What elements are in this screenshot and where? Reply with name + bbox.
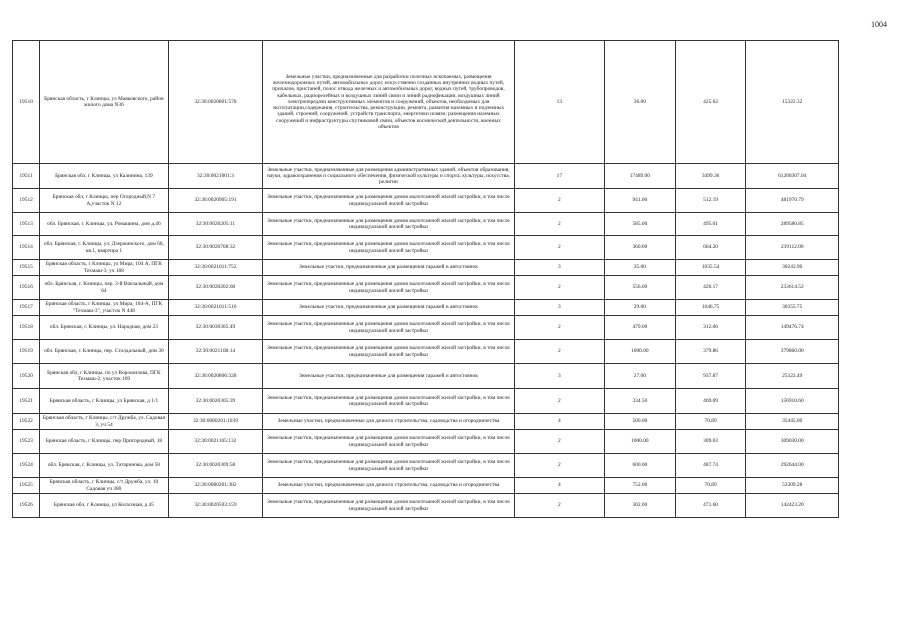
table-row: [13, 300, 839, 316]
address-cell: обл. Брянская, г. Клинцы, ул. Дзержинского, дом 68, кв.1, квартира 1: [40, 236, 168, 260]
group-cell: 3: [514, 260, 604, 276]
area-cell: 35.00: [604, 260, 675, 276]
table-row: [13, 276, 839, 300]
table-row: [13, 454, 839, 478]
row-id: 19514: [13, 236, 40, 260]
table-row: [13, 41, 839, 164]
unit-value-cell: 309.03: [675, 430, 746, 454]
group-cell: 3: [514, 364, 604, 389]
unit-value-cell: 70.89: [675, 414, 746, 430]
area-cell: 36.00: [604, 41, 675, 164]
address-cell: Брянская обл, г Клинцы, ул Колхозная, д 45: [40, 494, 168, 518]
group-cell: 2: [514, 189, 604, 213]
group-cell: 4: [514, 414, 604, 430]
cadastral-number-cell: 32:30:0020503:159: [168, 494, 263, 518]
unit-value-cell: 312.06: [675, 316, 746, 340]
cadastral-number-cell: 32:30:0021011:752: [168, 260, 263, 276]
cadastral-value-cell: 30355.75: [746, 300, 839, 316]
row-id: 19523: [13, 430, 40, 454]
row-id: 19521: [13, 389, 40, 414]
area-cell: 17489.00: [604, 164, 675, 189]
unit-value-cell: 469.09: [675, 389, 746, 414]
cadastral-number-cell: 32:30:0020309:58: [168, 454, 263, 478]
area-cell: 600.00: [604, 454, 675, 478]
row-id: 19511: [13, 164, 40, 189]
address-cell: Брянская обл, г Клинцы, по ул Ворошилова, ПГК Техмаш-2, участок 169: [40, 364, 168, 389]
group-cell: 2: [514, 494, 604, 518]
unit-value-cell: 495.01: [675, 213, 746, 236]
cadastral-value-cell: 35445.00: [746, 414, 839, 430]
cadastral-number-cell: 32:30:0020806:328: [168, 364, 263, 389]
land-use-cell: Земельные участки, предназначенные для размещения домов малоэтажной жилой застройки, в том числе индивидуальной жилой застройки: [263, 316, 514, 340]
row-id: 19510: [13, 41, 40, 164]
cadastral-value-cell: 61200307.04: [746, 164, 839, 189]
table-row: [13, 414, 839, 430]
address-cell: обл. Брянская, г. Клинцы, ул. Народная, дом 23: [40, 316, 168, 340]
unit-value-cell: 937.87: [675, 364, 746, 389]
cadastral-value-cell: 156910.60: [746, 389, 839, 414]
address-cell: Брянская область, г Клинцы, ул Мира, 104 А, ПГК Техмаш-3, уч 188: [40, 260, 168, 276]
unit-value-cell: 3499.36: [675, 164, 746, 189]
address-cell: Брянская область, г Клинцы, ул Брянская, д 1/1: [40, 389, 168, 414]
cadastral-number-cell: 32:30:0080201:1039: [168, 414, 263, 430]
row-id: 19518: [13, 316, 40, 340]
row-id: 19522: [13, 414, 40, 430]
row-id: 19524: [13, 454, 40, 478]
unit-value-cell: 1046.75: [675, 300, 746, 316]
land-use-cell: Земельные участки, предназначенные для размещения гаражей и автостоянок: [263, 364, 514, 389]
group-cell: 4: [514, 478, 604, 494]
group-cell: 13: [514, 41, 604, 164]
area-cell: 1000.00: [604, 430, 675, 454]
cadastral-value-cell: 309030.00: [746, 430, 839, 454]
area-cell: 752.00: [604, 478, 675, 494]
cadastral-value-cell: 292644.00: [746, 454, 839, 478]
address-cell: Брянская область, г Клинцы, с/т Дружба, ул. Садовая 3, уч 54: [40, 414, 168, 430]
row-id: 19512: [13, 189, 40, 213]
area-cell: 1000.00: [604, 340, 675, 364]
cadastral-value-cell: 149476.74: [746, 316, 839, 340]
group-cell: 2: [514, 454, 604, 478]
unit-value-cell: 70.89: [675, 478, 746, 494]
land-use-cell: Земельные участки, предназначенные для размещения гаражей и автостоянок: [263, 260, 514, 276]
group-cell: 2: [514, 340, 604, 364]
cadastral-number-cell: 32:30:0020801:578: [168, 41, 263, 164]
cadastral-value-cell: 36243.90: [746, 260, 839, 276]
cadastral-value-cell: 239112.00: [746, 236, 839, 260]
table-row: [13, 260, 839, 276]
cadastral-number-cell: 32:30:0021011:516: [168, 300, 263, 316]
land-use-cell: Земельные участки, предназначенные для размещения домов малоэтажной жилой застройки, в том числе индивидуальной жилой застройки: [263, 389, 514, 414]
table-row: [13, 478, 839, 494]
land-use-cell: Земельные участки, предназначенные для размещения домов малоэтажной жилой застройки, в том числе индивидуальной жилой застройки: [263, 236, 514, 260]
area-cell: 360.00: [604, 236, 675, 260]
land-use-cell: Земельные участки, предназначенные для размещения домов малоэтажной жилой застройки, в том числе индивидуальной жилой застройки: [263, 494, 514, 518]
cadastral-value-cell: 379860.00: [746, 340, 839, 364]
area-cell: 334.50: [604, 389, 675, 414]
unit-value-cell: 471.60: [675, 494, 746, 518]
unit-value-cell: 425.62: [675, 41, 746, 164]
area-cell: 585.00: [604, 213, 675, 236]
address-cell: обл. Брянская, г. Клинцы, ул. Татаринова, дом 58: [40, 454, 168, 478]
table-row: [13, 213, 839, 236]
cadastral-value-cell: 233614.52: [746, 276, 839, 300]
group-cell: 3: [514, 300, 604, 316]
group-cell: 2: [514, 389, 604, 414]
table-row: [13, 236, 839, 260]
land-use-cell: Земельные участки, предназначенные для размещения домов малоэтажной жилой застройки, в том числе индивидуальной жилой застройки: [263, 276, 514, 300]
area-cell: 27.00: [604, 364, 675, 389]
cadastral-value-cell: 481970.79: [746, 189, 839, 213]
land-use-cell: Земельные участки, предназначенные для размещения административных зданий, объектов образования, науки, здравоохранения и социального обеспечения, физической культуры и спорта, культуры, искусства, религии: [263, 164, 514, 189]
group-cell: 2: [514, 276, 604, 300]
area-cell: 556.00: [604, 276, 675, 300]
row-id: 19513: [13, 213, 40, 236]
row-id: 19517: [13, 300, 40, 316]
cadastral-number-cell: 32:30:0021105:132: [168, 430, 263, 454]
table-row: [13, 316, 839, 340]
cadastral-value-cell: 53309.28: [746, 478, 839, 494]
address-cell: Брянская обл, г Клинцы, пер Огородный,N 7 А,участок N 12: [40, 189, 168, 213]
table-row: [13, 494, 839, 518]
row-id: 19525: [13, 478, 40, 494]
group-cell: 2: [514, 316, 604, 340]
unit-value-cell: 512.19: [675, 189, 746, 213]
group-cell: 17: [514, 164, 604, 189]
land-use-cell: Земельные участки, предназначенные для размещения домов малоэтажной жилой застройки, в том числе индивидуальной жилой застройки: [263, 454, 514, 478]
area-cell: 479.00: [604, 316, 675, 340]
cadastral-number-cell: 32:30:0020202:60: [168, 276, 263, 300]
group-cell: 2: [514, 236, 604, 260]
page-number: 1004: [871, 20, 887, 29]
table-row: [13, 389, 839, 414]
unit-value-cell: 420.17: [675, 276, 746, 300]
table-row: [13, 164, 839, 189]
land-use-cell: Земельные участки, предназначенные для дачного строительства, садоводства и огородничества: [263, 478, 514, 494]
cadastral-number-cell: 32:30:0020205:11: [168, 213, 263, 236]
land-use-cell: Земельные участки, предназначенные для дачного строительства, садоводства и огородничества: [263, 414, 514, 430]
land-use-cell: Земельные участки, предназначенные для размещения домов малоэтажной жилой застройки, в том числе индивидуальной жилой застройки: [263, 213, 514, 236]
group-cell: 2: [514, 430, 604, 454]
address-cell: обл. Брянская, г. Клинцы, ул. Ромашина, дом д.46: [40, 213, 168, 236]
land-use-cell: Земельные участки, предназначенные для размещения гаражей и автостоянок: [263, 300, 514, 316]
cadastral-number-cell: 32:30:0020905:191: [168, 189, 263, 213]
cadastral-number-cell: 32:30:0020708:32: [168, 236, 263, 260]
cadastral-value-cell: 25322.49: [746, 364, 839, 389]
unit-value-cell: 664.20: [675, 236, 746, 260]
table-row: [13, 189, 839, 213]
cadastral-number-cell: 32:30:0020305:39: [168, 389, 263, 414]
table-row: [13, 340, 839, 364]
land-use-cell: Земельные участки, предназначенные для разработки полезных ископаемых, размещения железнодорожных путей, автомобильных дорог, искусственно созданных внутренних водных путей, причалов, пристаней, полос отвода железных и автомобильных дорог, водных путей, трубопроводов, кабельных, радиорелейных и воздушных линий связи и линий радиофикации, воздушных линий электропередачи конструктивных элементов и сооружений, объектов, необходимых для эксплуатации,содержания, строительства, реконструкции, ремонта, развития наземных и подземных зданий, строений, сооружений, устройств транспорта, энергетики исвязи; размещения наземных сооружений и инфраструктуры спутниковой связи, объектов космической деятельности, военных объектов: [263, 41, 514, 164]
address-cell: обл. Брянская, г. Клинцы, пер. 3-й Вокзальный, дом 64: [40, 276, 168, 300]
table-row: [13, 430, 839, 454]
area-cell: 500.00: [604, 414, 675, 430]
address-cell: обл. Брянская, г. Клинцы, пер. Столдальный, дом 30: [40, 340, 168, 364]
row-id: 19515: [13, 260, 40, 276]
unit-value-cell: 487.74: [675, 454, 746, 478]
cadastral-number-cell: 32:30:0021001:3: [168, 164, 263, 189]
cadastral-number-cell: 32:30:0080201:382: [168, 478, 263, 494]
table-row: [13, 364, 839, 389]
cadastral-number-cell: 32:30:0030305:49: [168, 316, 263, 340]
row-id: 19519: [13, 340, 40, 364]
cadastral-number-cell: 32:30:0021108:14: [168, 340, 263, 364]
row-id: 19516: [13, 276, 40, 300]
address-cell: Брянская область, г Клинцы, пер Пригородный, 18: [40, 430, 168, 454]
row-id: 19520: [13, 364, 40, 389]
area-cell: 302.00: [604, 494, 675, 518]
unit-value-cell: 1035.54: [675, 260, 746, 276]
unit-value-cell: 379.86: [675, 340, 746, 364]
land-use-cell: Земельные участки, предназначенные для размещения домов малоэтажной жилой застройки, в том числе индивидуальной жилой застройки: [263, 430, 514, 454]
row-id: 19526: [13, 494, 40, 518]
table-body: [13, 41, 839, 518]
cadastral-value-table: [12, 40, 839, 518]
address-cell: Брянская область, г Клинцы, ул Маяковского, район жилого дома N36: [40, 41, 168, 164]
cadastral-value-cell: 15322.32: [746, 41, 839, 164]
cadastral-value-cell: 142423.20: [746, 494, 839, 518]
area-cell: 941.00: [604, 189, 675, 213]
land-use-cell: Земельные участки, предназначенные для размещения домов малоэтажной жилой застройки, в том числе индивидуальной жилой застройки: [263, 340, 514, 364]
address-cell: Брянская обл, г Клинцы, ул Калинина, 139: [40, 164, 168, 189]
area-cell: 29.00: [604, 300, 675, 316]
address-cell: Брянская область, г Клинцы, с/т Дружба, ул. 10 Садовая уч 380: [40, 478, 168, 494]
group-cell: 2: [514, 213, 604, 236]
land-use-cell: Земельные участки, предназначенные для размещения домов малоэтажной жилой застройки, в том числе индивидуальной жилой застройки: [263, 189, 514, 213]
cadastral-value-cell: 289580.85: [746, 213, 839, 236]
address-cell: Брянская область, г Клинцы, ул Мира, 104-А, ПГК "Техмаш-3", участок N 448: [40, 300, 168, 316]
